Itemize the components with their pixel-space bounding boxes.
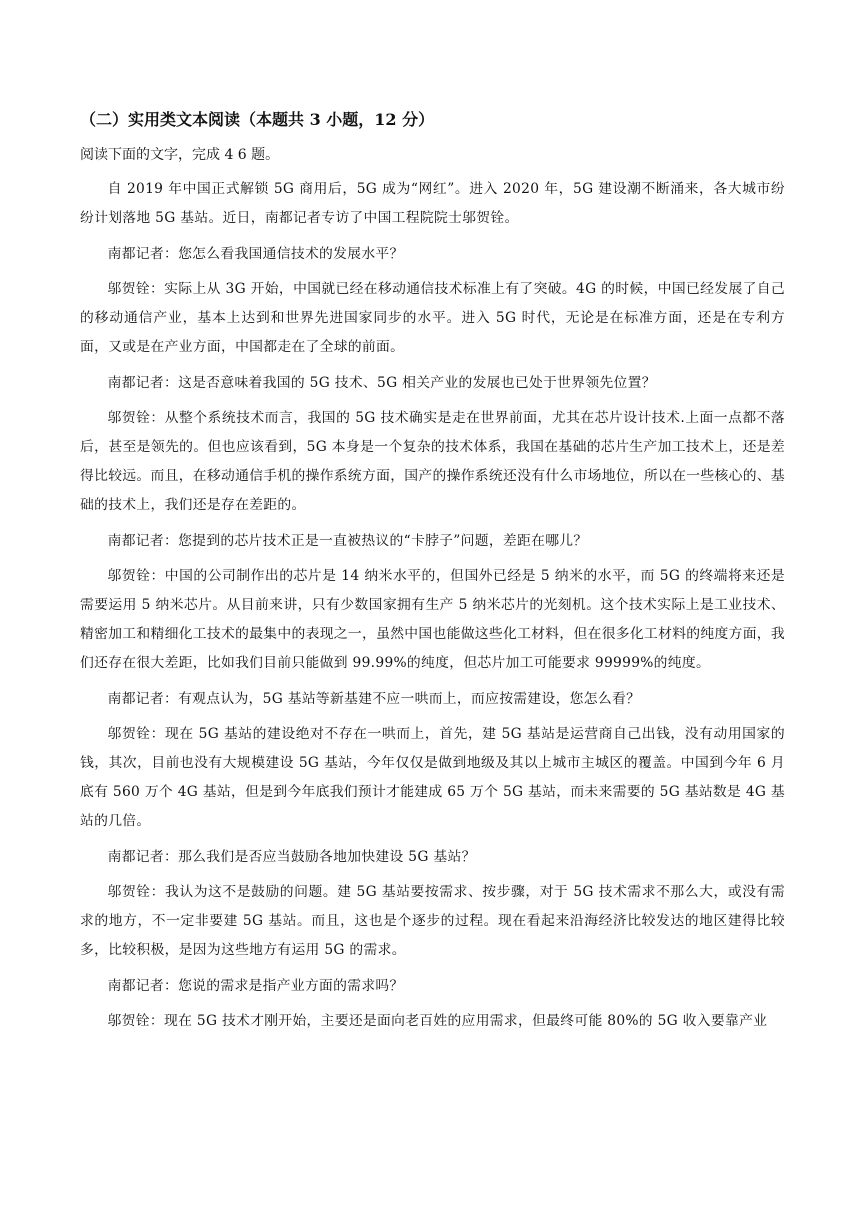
paragraph-question: 南都记者：有观点认为，5G 基站等新基建不应一哄而上，而应按需建设，您怎么看？ xyxy=(107,690,641,707)
paragraph-answer: 邬贺铨：中国的公司制作出的芯片是 14 纳米水平的，但国外已经是 5 纳米的水平，而 5G 的终端将来还是需要运用 5 纳米芯片。从目前来讲，只有少数国家拥有生产 5 纳米芯片的光刻机。这个技术实际上是工业技术、精密加工和精细化工技术的最集中的表现之一，虽然中国也能做这些化工材料，但在很多化工材料的纯度方面，我们还存在很大差距，比如我们目前只能做到 99.99%的纯度，但芯片加工可能要求 99999%的纯度。 xyxy=(80,568,785,671)
reading-instruction: 阅读下面的文字，完成 4 6 题。 xyxy=(80,147,280,163)
paragraph-answer: 邬贺铨：从整个系统技术而言，我国的 5G 技术确实是走在世界前面，尤其在芯片设计技术.上面一点都不落后，甚至是领先的。但也应该看到，5G 本身是一个复杂的技术体系，我国在基础的芯片生产加工技术上，还是差得比较远。而且，在移动通信手机的操作系统方面，国产的操作系统还没有什么市场地位，所以在一些核心的、基础的技术上，我们还是存在差距的。 xyxy=(80,410,785,513)
paragraph-question: 南都记者：您说的需求是指产业方面的需求吗？ xyxy=(107,977,404,994)
paragraph-answer: 邬贺铨：实际上从 3G 开始，中国就已经在移动通信技术标准上有了突破。4G 的时候，中国已经发展了自己的移动通信产业，基本上达到和世界先进国家同步的水平。进入 5G 时代，无论是在标准方面，还是在专利方面，又或是在产业方面，中国都走在了全球的前面。 xyxy=(80,281,785,355)
paragraph-answer: 邬贺铨：我认为这不是鼓励的问题。建 5G 基站要按需求、按步骤，对于 5G 技术需求不那么大，或没有需求的地方，不一定非要建 5G 基站。而且，这也是个逐步的过程。现在看起来沿海经济比较发达的地区建得比较多，比较积极，是因为这些地方有运用 5G 的需求。 xyxy=(80,884,785,958)
paragraph-question: 南都记者：您怎么看我国通信技术的发展水平？ xyxy=(107,245,404,262)
article-body xyxy=(80,175,785,1043)
section-heading: （二）实用类文本阅读（本题共 3 小题，12 分） xyxy=(80,110,435,129)
paragraph-question: 南都记者：那么我们是否应当鼓励各地加快建设 5G 基站？ xyxy=(107,848,476,865)
paragraph-answer: 邬贺铨：现在 5G 技术才刚开始，主要还是面向老百姓的应用需求，但最终可能 80%的 5G 收入要靠产业 xyxy=(107,1013,768,1029)
paragraph-question: 南都记者：这是否意味着我国的 5G 技术、5G 相关产业的发展也已处于世界领先位置？ xyxy=(107,374,656,391)
paragraph-intro: 自 2019 年中国正式解锁 5G 商用后，5G 成为“网红”。进入 2020 年，5G 建设潮不断涌来，各大城市纷纷计划落地 5G 基站。近日，南都记者专访了中国工程院院士邬贺铨。 xyxy=(80,181,785,226)
paragraph-question: 南都记者：您提到的芯片技术正是一直被热议的“卡脖子”问题，差距在哪儿？ xyxy=(107,532,588,549)
paragraph-answer: 邬贺铨：现在 5G 基站的建设绝对不存在一哄而上，首先，建 5G 基站是运营商自己出钱，没有动用国家的钱，其次，目前也没有大规模建设 5G 基站，今年仅仅是做到地级及其以上城市主城区的覆盖。中国到今年 6 月底有 560 万个 4G 基站，但是到今年底我们预计才能建成 65 万个 5G 基站，而未来需要的 5G 基站数是 4G 基站的几倍。 xyxy=(80,726,785,829)
